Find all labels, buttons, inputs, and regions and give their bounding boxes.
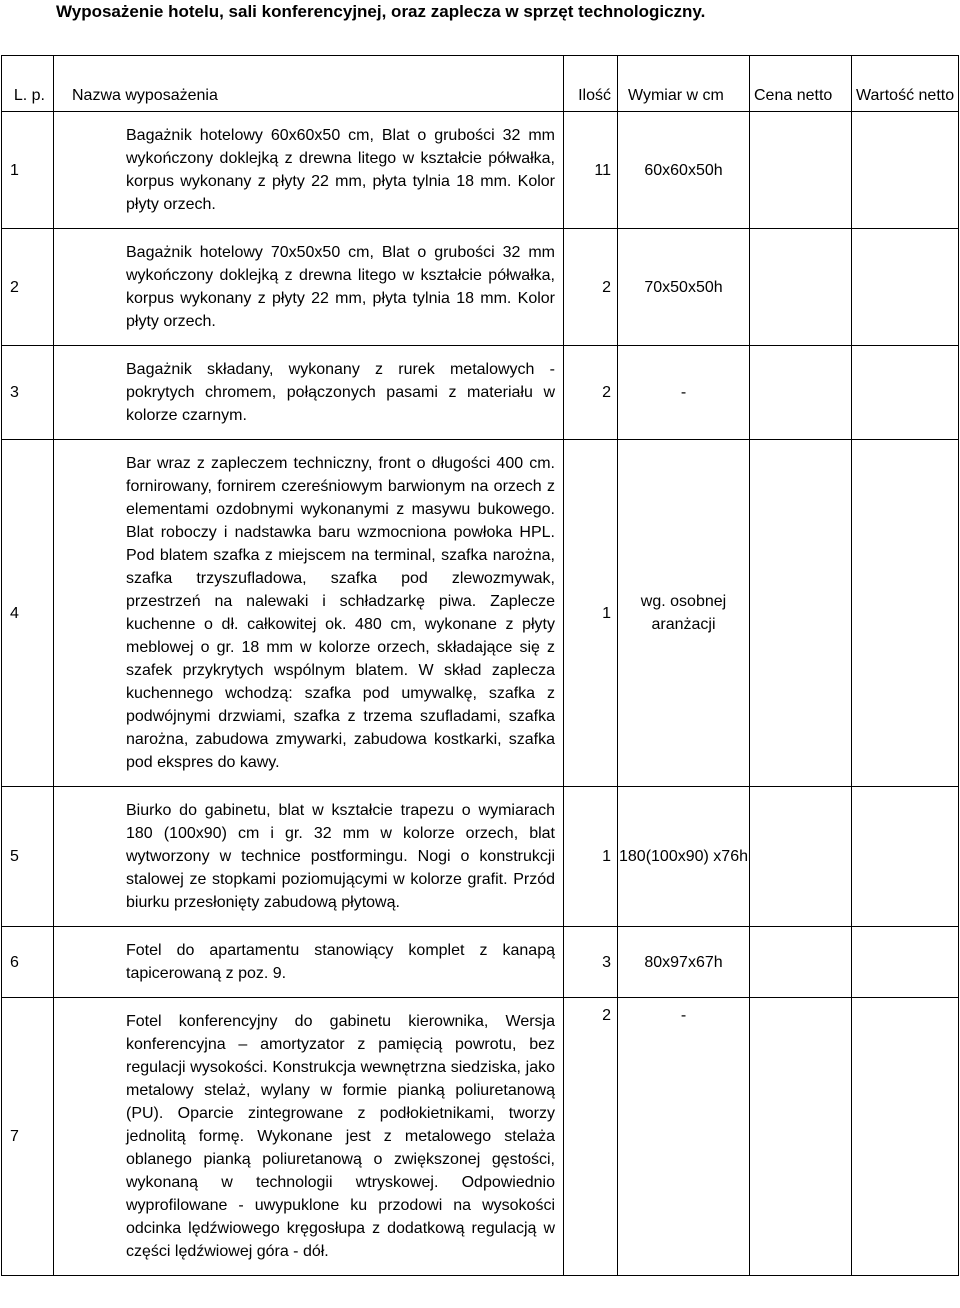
- cell-dimension: wg. osobnej aranżacji: [618, 440, 750, 787]
- header-qty: Ilość: [564, 56, 618, 112]
- header-name: Nazwa wyposażenia: [54, 56, 564, 112]
- cell-name: Bagażnik hotelowy 70x50x50 cm, Blat o grubości 32 mm wykończony doklejką z drewna litego w kształcie półwałka, korpus wykonany z płyty 22 mm, płyta tylnia 18 mm. Kolor płyty orzech.: [54, 229, 564, 346]
- cell-name: Biurko do gabinetu, blat w kształcie trapezu o wymiarach 180 (100x90) cm i gr. 32 mm w kolorze orzech, blat wytworzony w technice postformingu. Nogi o konstrukcji stalowej ze stopkami poziomującymi w kolorze grafit. Przód biurku przesłonięty zabudową płytową.: [54, 787, 564, 927]
- cell-price: [750, 927, 852, 998]
- table-row: [2, 229, 959, 346]
- cell-price: [750, 112, 852, 229]
- table-row: [2, 440, 959, 787]
- header-lp: L. p.: [2, 56, 54, 112]
- cell-lp: 1: [2, 112, 54, 229]
- cell-lp: 3: [2, 346, 54, 440]
- table-row: [2, 787, 959, 927]
- cell-value: [852, 229, 959, 346]
- cell-price: [750, 787, 852, 927]
- cell-lp: 7: [2, 998, 54, 1276]
- equipment-table: [1, 55, 959, 1276]
- header-price: Cena netto: [750, 56, 852, 112]
- cell-qty: 3: [564, 927, 618, 998]
- cell-lp: 6: [2, 927, 54, 998]
- cell-value: [852, 998, 959, 1276]
- cell-name: Bagażnik hotelowy 60x60x50 cm, Blat o grubości 32 mm wykończony doklejką z drewna litego w kształcie półwałka, korpus wykonany z płyty 22 mm, płyta tylnia 18 mm. Kolor płyty orzech.: [54, 112, 564, 229]
- cell-dimension: -: [618, 346, 750, 440]
- cell-value: [852, 927, 959, 998]
- cell-qty: 2: [564, 998, 618, 1276]
- cell-value: [852, 112, 959, 229]
- header-dimension: Wymiar w cm: [618, 56, 750, 112]
- cell-price: [750, 998, 852, 1276]
- cell-lp: 4: [2, 440, 54, 787]
- cell-name: Fotel konferencyjny do gabinetu kierownika, Wersja konferencyjna – amortyzator z pamięcią powrotu, bez regulacji wysokości. Konstrukcja wewnętrzna siedziska, jako metalowy stelaż, wylany w formie pianką poliuretanową (PU). Oparcie zintegrowane z podłokietnikami, tworzy jednolitą formę. Wykonane jest z metalowego stelaża oblanego pianką poliuretanową o zwiększonej gęstości, wykonaną w technologii wtryskowej. Odpowiednio wyprofilowane - uwypuklone ku przodowi na wysokości odcinka lędźwiowego kręgosłupa z dodatkową regulacją w części lędźwiowej góra - dół.: [54, 998, 564, 1276]
- table-row: [2, 998, 959, 1276]
- document-title: Wyposażenie hotelu, sali konferencyjnej, oraz zaplecza w sprzęt technologiczny.: [56, 2, 706, 21]
- cell-qty: 2: [564, 229, 618, 346]
- table-row: [2, 112, 959, 229]
- header-value: Wartość netto: [852, 56, 959, 112]
- cell-qty: 1: [564, 787, 618, 927]
- cell-qty: 2: [564, 346, 618, 440]
- table-body: [2, 112, 959, 1276]
- cell-dimension: 180(100x90) x76h: [618, 787, 750, 927]
- cell-price: [750, 440, 852, 787]
- cell-qty: 11: [564, 112, 618, 229]
- cell-price: [750, 346, 852, 440]
- cell-value: [852, 787, 959, 927]
- cell-lp: 5: [2, 787, 54, 927]
- cell-price: [750, 229, 852, 346]
- cell-dimension: 70x50x50h: [618, 229, 750, 346]
- cell-lp: 2: [2, 229, 54, 346]
- cell-value: [852, 440, 959, 787]
- cell-dimension: 80x97x67h: [618, 927, 750, 998]
- cell-qty: 1: [564, 440, 618, 787]
- cell-dimension: -: [618, 998, 750, 1276]
- table-row: [2, 927, 959, 998]
- table-header-row: [2, 56, 959, 112]
- cell-value: [852, 346, 959, 440]
- cell-name: Fotel do apartamentu stanowiący komplet z kanapą tapicerowaną z poz. 9.: [54, 927, 564, 998]
- cell-dimension: 60x60x50h: [618, 112, 750, 229]
- table-row: [2, 346, 959, 440]
- cell-name: Bagażnik składany, wykonany z rurek metalowych - pokrytych chromem, połączonych pasami z materiału w kolorze czarnym.: [54, 346, 564, 440]
- cell-name: Bar wraz z zapleczem techniczny, front o długości 400 cm. fornirowany, fornirem czereśniowym barwionym na orzech z elementami ozdobnymi wykonanymi z masywu bukowego. Blat roboczy i nadstawka baru wzmocniona powłoka HPL. Pod blatem szafka z miejscem na terminal, szafka narożna, szafka trzyszufladowa, szafka pod zlewozmywak, przestrzeń na nalewaki i schładzarkę piwa. Zaplecze kuchenne o dł. całkowitej ok. 480 cm, wykonane z płyty meblowej o gr. 18 mm w kolorze orzech, składające się z szafek przykrytych wspólnym blatem. W skład zaplecza kuchennego wchodzą: szafka pod umywalkę, szafka z podwójnymi drzwiami, szafka z trzema szufladami, szafka narożna, zabudowa zmywarki, zabudowa kostkarki, szafka pod ekspres do kawy.: [54, 440, 564, 787]
